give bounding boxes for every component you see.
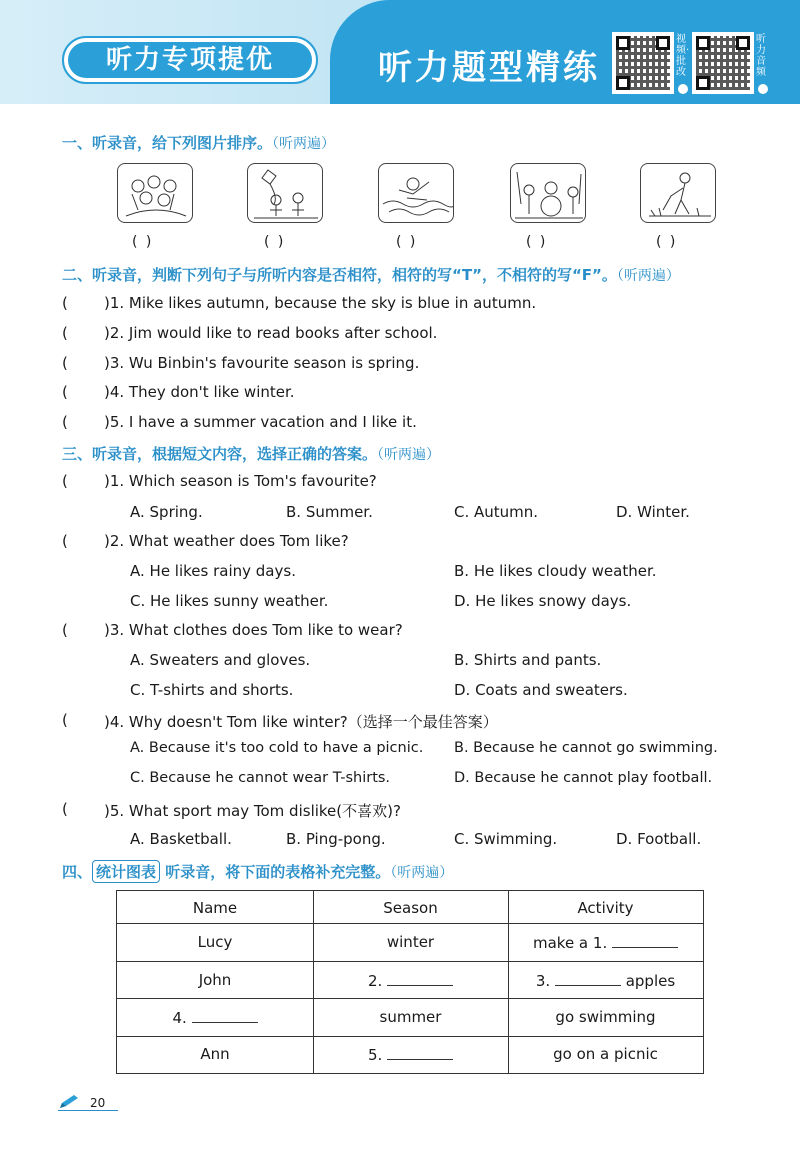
gardening-picture	[640, 163, 716, 223]
activity-table	[116, 890, 704, 1074]
headphone-icon	[758, 84, 768, 94]
qr-code-video[interactable]	[612, 32, 674, 94]
s3-q4-option-c: C. Because he cannot wear T-shirts.	[130, 770, 391, 786]
row1-activity	[508, 933, 703, 952]
s2-item-3: )3. Wu Binbin's favourite season is spring.	[104, 354, 420, 372]
s3-question-1: )1. Which season is Tom's favourite?	[104, 472, 377, 490]
row3-activity: go swimming	[555, 1008, 656, 1026]
section4-heading	[62, 860, 453, 883]
row2-season-num: 2.	[367, 972, 383, 990]
answer-paren-4[interactable]: ( )	[526, 234, 548, 250]
section2-heading	[62, 264, 680, 285]
s3-q3-option-c: C. T-shirts and shorts.	[130, 681, 294, 699]
s3-paren-2[interactable]: (	[62, 532, 68, 550]
qr-code-audio[interactable]	[692, 32, 754, 94]
s3-q2-option-c: C. He likes sunny weather.	[130, 592, 329, 610]
blank-1[interactable]	[612, 933, 678, 948]
page-number: 20	[90, 1096, 106, 1110]
s2-paren-2[interactable]: (	[62, 324, 68, 342]
section4-badge: 统计图表	[92, 860, 160, 883]
qr2-label: 听力音频	[756, 34, 766, 78]
section1-heading	[62, 132, 335, 153]
row1-activity-text: make a 1.	[532, 934, 608, 952]
s2-paren-3[interactable]: (	[62, 354, 68, 372]
section3-note: （听两遍）	[377, 447, 441, 463]
s3-q3-option-a: A. Sweaters and gloves.	[130, 651, 311, 669]
s3-q4-option-d: D. Because he cannot play football.	[454, 770, 713, 786]
s2-item-5: )5. I have a summer vacation and I like it.	[104, 413, 417, 431]
s3-question-3: )3. What clothes does Tom like to wear?	[104, 621, 403, 639]
blank-2[interactable]	[387, 971, 453, 986]
footer-line	[58, 1110, 118, 1111]
s3-q5-option-b: B. Ping-pong.	[286, 830, 386, 848]
s3-q1-option-c: C. Autumn.	[454, 503, 539, 521]
table-header-name: Name	[192, 899, 238, 917]
s3-q2-option-b: B. He likes cloudy weather.	[454, 562, 657, 580]
s3-q2-option-d: D. He likes snowy days.	[454, 592, 632, 610]
answer-paren-2[interactable]: ( )	[264, 234, 286, 250]
row1-name: Lucy	[197, 933, 233, 951]
s3-q1-option-a: A. Spring.	[130, 503, 203, 521]
s2-item-2: )2. Jim would like to read books after school.	[104, 324, 438, 342]
section4-note: （听两遍）	[390, 865, 454, 881]
answer-paren-1[interactable]: ( )	[132, 234, 154, 250]
section4-prefix: 四、	[62, 863, 93, 881]
blank-4[interactable]	[192, 1008, 258, 1023]
main-title: 听力题型精练	[378, 48, 600, 88]
row2-activity-apples: apples	[625, 972, 676, 990]
s3-q1-option-b: B. Summer.	[286, 503, 373, 521]
s2-paren-5[interactable]: (	[62, 413, 68, 431]
pill-title: 听力专项提优	[68, 42, 312, 78]
section3-title: 三、听录音，根据短文内容，选择正确的答案。	[62, 445, 378, 463]
row1-season: winter	[386, 933, 435, 951]
row2-activity-num: 3.	[535, 972, 551, 990]
answer-paren-3[interactable]: ( )	[396, 234, 418, 250]
s3-paren-3[interactable]: (	[62, 621, 68, 639]
s3-q5-option-c: C. Swimming.	[454, 830, 558, 848]
section1-note: （听两遍）	[272, 136, 336, 152]
swimming-picture	[378, 163, 454, 223]
section2-title: 二、听录音，判断下列句子与所听内容是否相符，相符的写“T”，不相符的写“F”。	[62, 266, 617, 284]
s3-q5-option-d: D. Football.	[616, 830, 702, 848]
pencil-icon	[58, 1094, 80, 1114]
section1-title: 一、听录音，给下列图片排序。	[62, 134, 273, 152]
page-header	[0, 0, 800, 104]
s2-paren-4[interactable]: (	[62, 383, 68, 401]
s3-q2-option-a: A. He likes rainy days.	[130, 562, 296, 580]
children-sitting-picture	[117, 163, 193, 223]
blank-3[interactable]	[555, 971, 621, 986]
row4-activity: go on a picnic	[553, 1045, 658, 1063]
section2-note: （听两遍）	[616, 268, 680, 284]
s3-paren-5[interactable]: (	[62, 800, 68, 818]
row2-name: John	[198, 971, 232, 989]
row3-season: summer	[379, 1008, 442, 1026]
s2-item-1: )1. Mike likes autumn, because the sky is blue in autumn.	[104, 294, 537, 312]
play-icon	[678, 84, 688, 94]
row4-name: Ann	[200, 1045, 230, 1063]
row3-name-num: 4.	[172, 1009, 187, 1027]
s3-paren-4[interactable]: (	[62, 711, 68, 729]
section4-title: 听录音，将下面的表格补充完整。	[165, 863, 391, 881]
s3-q5-option-a: A. Basketball.	[130, 830, 232, 848]
s3-question-4: )4. Why doesn't Tom like winter?（选择一个最佳答案）	[104, 713, 498, 731]
qr1-label: 视频·批改	[676, 34, 690, 78]
s3-q3-option-d: D. Coats and sweaters.	[454, 681, 628, 699]
s3-q4-option-a: A. Because it's too cold to have a picnic.	[130, 740, 424, 756]
snowman-picture	[510, 163, 586, 223]
row4-season-num: 5.	[367, 1046, 383, 1064]
row3-name	[117, 1008, 313, 1027]
s3-question-5: )5. What sport may Tom dislike(不喜欢)?	[104, 802, 401, 820]
header-pill	[62, 36, 318, 84]
blank-5[interactable]	[387, 1045, 453, 1060]
s2-item-4: )4. They don't like winter.	[104, 383, 295, 401]
flying-kite-picture	[247, 163, 323, 223]
table-header-season: Season	[383, 899, 438, 917]
table-header-activity: Activity	[577, 899, 634, 917]
s3-q3-option-b: B. Shirts and pants.	[454, 651, 602, 669]
row2-season	[313, 971, 508, 990]
s3-q4-option-b: B. Because he cannot go swimming.	[454, 740, 718, 756]
s2-paren-1[interactable]: (	[62, 294, 68, 312]
s3-q1-option-d: D. Winter.	[616, 503, 690, 521]
answer-paren-5[interactable]: ( )	[656, 234, 678, 250]
s3-paren-1[interactable]: (	[62, 472, 68, 490]
s3-question-2: )2. What weather does Tom like?	[104, 532, 349, 550]
row4-season	[313, 1045, 508, 1064]
row2-activity	[508, 971, 703, 990]
section3-heading	[62, 443, 440, 464]
